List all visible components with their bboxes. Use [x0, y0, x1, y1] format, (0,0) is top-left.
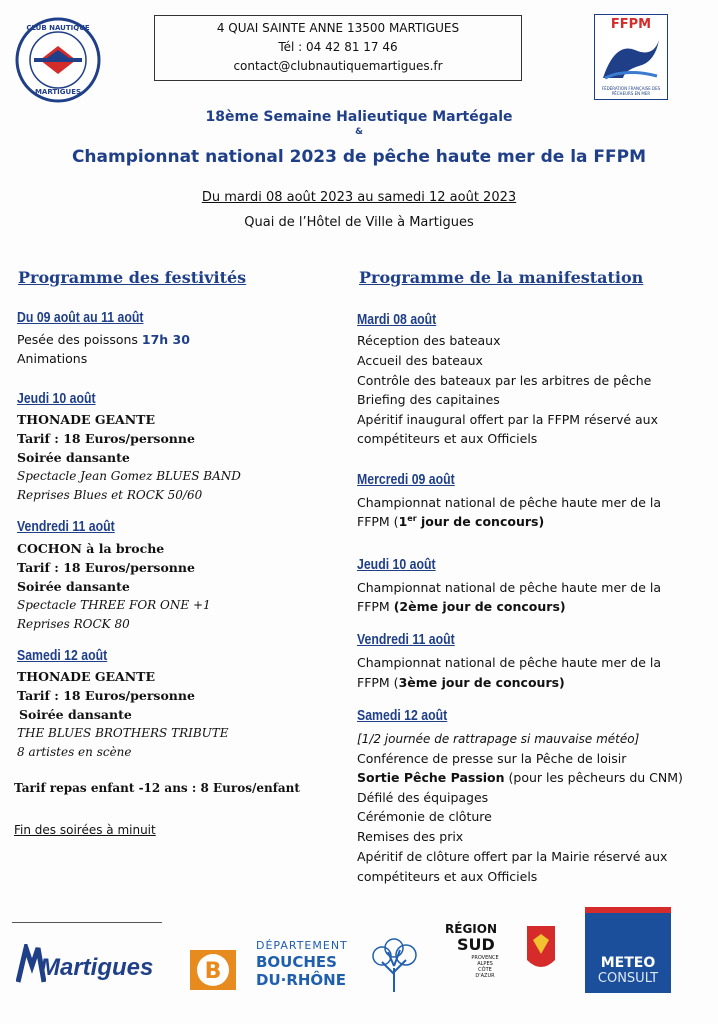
- right-s1-line-5: Apéritif inaugural offert par la FFPM réservé aux: [357, 412, 659, 427]
- left-s4-line-3: Soirée dansante: [19, 707, 132, 722]
- right-s1-line-1: Réception des bateaux: [357, 333, 501, 348]
- event-dates: Du mardi 08 août 2023 au samedi 12 août 2023: [201, 190, 517, 205]
- right-s2-line-2: FFPM (1er jour de concours): [357, 514, 545, 530]
- right-s5-line-6: Remises des prix: [357, 829, 464, 844]
- department-b-icon: [186, 940, 240, 994]
- right-s1-line-2: Accueil des bateaux: [357, 353, 483, 368]
- region-flag-icon: [525, 924, 557, 976]
- event-title: 18ème Semaine Halieutique Martégale: [205, 109, 513, 125]
- contact-box: [154, 15, 522, 81]
- department-logo: [186, 938, 422, 994]
- left-day-2: Jeudi 10 août: [17, 390, 96, 407]
- tree-icon: [368, 938, 420, 994]
- meteo-label: METEO: [600, 955, 656, 971]
- left-s2-line-4: Spectacle Jean Gomez BLUES BAND: [17, 469, 241, 483]
- address: 4 QUAI SAINTE ANNE 13500 MARTIGUES: [216, 21, 460, 35]
- right-s5-line-5: Cérémonie de clôture: [357, 809, 492, 824]
- martigues-logo: [16, 940, 161, 988]
- left-day-4: Samedi 12 août: [17, 647, 108, 664]
- region-name: SUD: [457, 935, 495, 954]
- right-s5-line-8: compétiteurs et aux Officiels: [357, 869, 538, 884]
- email: contact@clubnautiquemartigues.fr: [233, 59, 443, 73]
- left-column-title: Programme des festivités: [18, 268, 247, 287]
- right-s4-line-1: Championnat national de pêche haute mer de la: [357, 655, 662, 670]
- left-s1-line-1: Pesée des poissons 17h 30: [17, 332, 190, 347]
- ffpm-logo: [594, 14, 668, 100]
- left-s4-line-1: THONADE GEANTE: [17, 669, 156, 684]
- right-s1-line-6: compétiteurs et aux Officiels: [357, 431, 538, 446]
- left-s3-line-3: Soirée dansante: [17, 579, 130, 594]
- phone: Tél : 04 42 81 17 46: [278, 40, 398, 54]
- left-s4-line-2: Tarif : 18 Euros/personne: [17, 688, 195, 703]
- right-s5-line-1: [1/2 journée de rattrapage si mauvaise météo]: [357, 732, 640, 746]
- right-day-4: Vendredi 11 août: [357, 631, 455, 648]
- left-s2-line-2: Tarif : 18 Euros/personne: [17, 431, 195, 446]
- left-s4-line-4: THE BLUES BROTHERS TRIBUTE: [17, 726, 229, 740]
- left-s3-line-1: COCHON à la broche: [17, 541, 165, 556]
- left-s3-line-4: Spectacle THREE FOR ONE +1: [17, 598, 211, 612]
- left-s2-line-3: Soirée dansante: [17, 450, 130, 465]
- right-s5-line-7: Apéritif de clôture offert par la Mairie réservé aux: [357, 849, 668, 864]
- region-label: RÉGION: [445, 922, 497, 936]
- right-s1-line-4: Briefing des capitaines: [357, 392, 500, 407]
- martigues-logo-text: Martigues: [40, 954, 154, 981]
- department-name-1: BOUCHES: [256, 953, 337, 971]
- svg-text:B: B: [204, 959, 222, 984]
- ffpm-logo-subtext: FÉDÉRATION FRANÇAISE DES PÊCHEURS EN MER: [601, 86, 661, 96]
- club-nautique-logo: [14, 16, 102, 104]
- meteo-consult-logo: [585, 907, 671, 993]
- right-column-title: Programme de la manifestation: [359, 268, 644, 287]
- right-s3-line-1: Championnat national de pêche haute mer de la: [357, 580, 662, 595]
- meteo-sublabel: CONSULT: [597, 971, 659, 986]
- left-s3-line-5: Reprises ROCK 80: [17, 617, 130, 631]
- department-label: DÉPARTEMENT: [256, 939, 348, 952]
- footer-divider: [12, 922, 162, 923]
- right-s5-line-2: Conférence de presse sur la Pêche de loisir: [357, 751, 627, 766]
- event-place: Quai de l’Hôtel de Ville à Martigues: [244, 215, 474, 230]
- right-day-3: Jeudi 10 août: [357, 556, 436, 573]
- child-price: Tarif repas enfant -12 ans : 8 Euros/enfant: [14, 781, 300, 795]
- left-s1-line-2: Animations: [17, 351, 88, 366]
- left-s3-line-2: Tarif : 18 Euros/personne: [17, 560, 195, 575]
- fish-icon: [595, 32, 666, 82]
- left-s4-line-5: 8 artistes en scène: [17, 745, 132, 759]
- left-day-1: Du 09 août au 11 août: [17, 309, 144, 326]
- end-note: Fin des soirées à minuit: [14, 823, 156, 837]
- region-sud-logo: [445, 922, 557, 978]
- right-s5-line-3: Sortie Pêche Passion (pour les pêcheurs du CNM): [357, 770, 683, 785]
- right-s4-line-2: FFPM (3ème jour de concours): [357, 675, 565, 690]
- right-day-2: Mercredi 09 août: [357, 471, 455, 488]
- logo-text-top: CLUB NAUTIQUE: [26, 24, 90, 32]
- left-s2-line-1: THONADE GEANTE: [17, 412, 156, 427]
- right-s2-line-1: Championnat national de pêche haute mer de la: [357, 495, 662, 510]
- ffpm-logo-text: FFPM: [610, 17, 652, 32]
- right-day-1: Mardi 08 août: [357, 311, 437, 328]
- ampersand: &: [355, 127, 363, 137]
- right-s1-line-3: Contrôle des bateaux par les arbitres de pêche: [357, 373, 652, 388]
- left-s2-line-5: Reprises Blues et ROCK 50/60: [17, 488, 203, 502]
- region-subtitle: PROVENCE ALPES CÔTE D'AZUR: [471, 955, 499, 979]
- championship-title: Championnat national 2023 de pêche haute mer de la FFPM: [71, 147, 647, 167]
- logo-text-bottom: MARTIGUES: [34, 88, 82, 96]
- left-day-3: Vendredi 11 août: [17, 518, 115, 535]
- right-s5-line-4: Défilé des équipages: [357, 790, 489, 805]
- department-name-2: DU·RHÔNE: [256, 971, 346, 989]
- right-day-5: Samedi 12 août: [357, 707, 448, 724]
- right-s3-line-2: FFPM (2ème jour de concours): [357, 599, 566, 614]
